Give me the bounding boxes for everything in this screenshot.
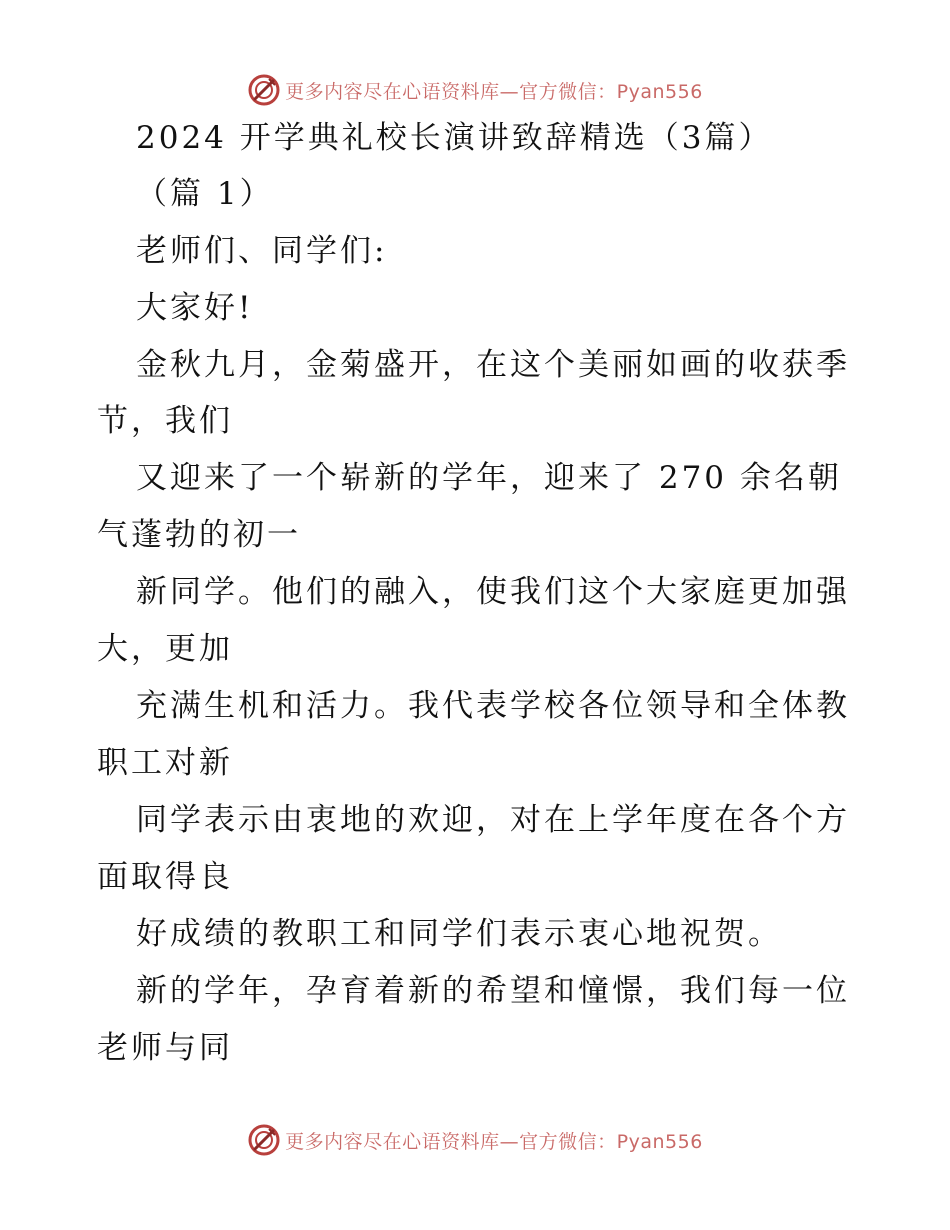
salutation: 老师们、同学们: bbox=[136, 233, 388, 269]
section-heading: （篇 1） bbox=[136, 176, 274, 212]
watermark-banner-bottom bbox=[0, 1120, 950, 1160]
paragraph-line: 新同学。他们的融入，使我们这个大家庭更加强 bbox=[136, 574, 850, 610]
paragraph-line: 新的学年，孕育着新的希望和憧憬，我们每一位 bbox=[136, 973, 850, 1009]
paragraph-line: 金秋九月，金菊盛开，在这个美丽如画的收获季 bbox=[136, 347, 850, 383]
watermark-text: 更多内容尽在心语资料库—官方微信：Pyan556 bbox=[285, 80, 703, 103]
seal-logo-icon bbox=[247, 73, 281, 107]
paragraph-line: 大，更加 bbox=[97, 631, 233, 667]
paragraph-line: 好成绩的教职工和同学们表示衷心地祝贺。 bbox=[136, 916, 782, 952]
seal-logo-icon bbox=[247, 1123, 281, 1157]
paragraph-line: 节，我们 bbox=[97, 403, 233, 439]
paragraph-line: 充满生机和活力。我代表学校各位领导和全体教 bbox=[136, 688, 850, 724]
greeting: 大家好! bbox=[136, 290, 254, 326]
paragraph-line: 又迎来了一个崭新的学年，迎来了 270 余名朝 bbox=[136, 460, 842, 496]
paragraph-line: 面取得良 bbox=[97, 859, 233, 895]
paragraph-line: 老师与同 bbox=[97, 1030, 233, 1066]
document-title: 2024 开学典礼校长演讲致辞精选（3篇） bbox=[136, 120, 773, 156]
watermark-text: 更多内容尽在心语资料库—官方微信：Pyan556 bbox=[285, 1130, 703, 1153]
watermark-banner-top bbox=[0, 70, 950, 110]
paragraph-line: 职工对新 bbox=[97, 745, 233, 781]
paragraph-line: 同学表示由衷地的欢迎，对在上学年度在各个方 bbox=[136, 802, 850, 838]
paragraph-line: 气蓬勃的初一 bbox=[97, 517, 301, 553]
